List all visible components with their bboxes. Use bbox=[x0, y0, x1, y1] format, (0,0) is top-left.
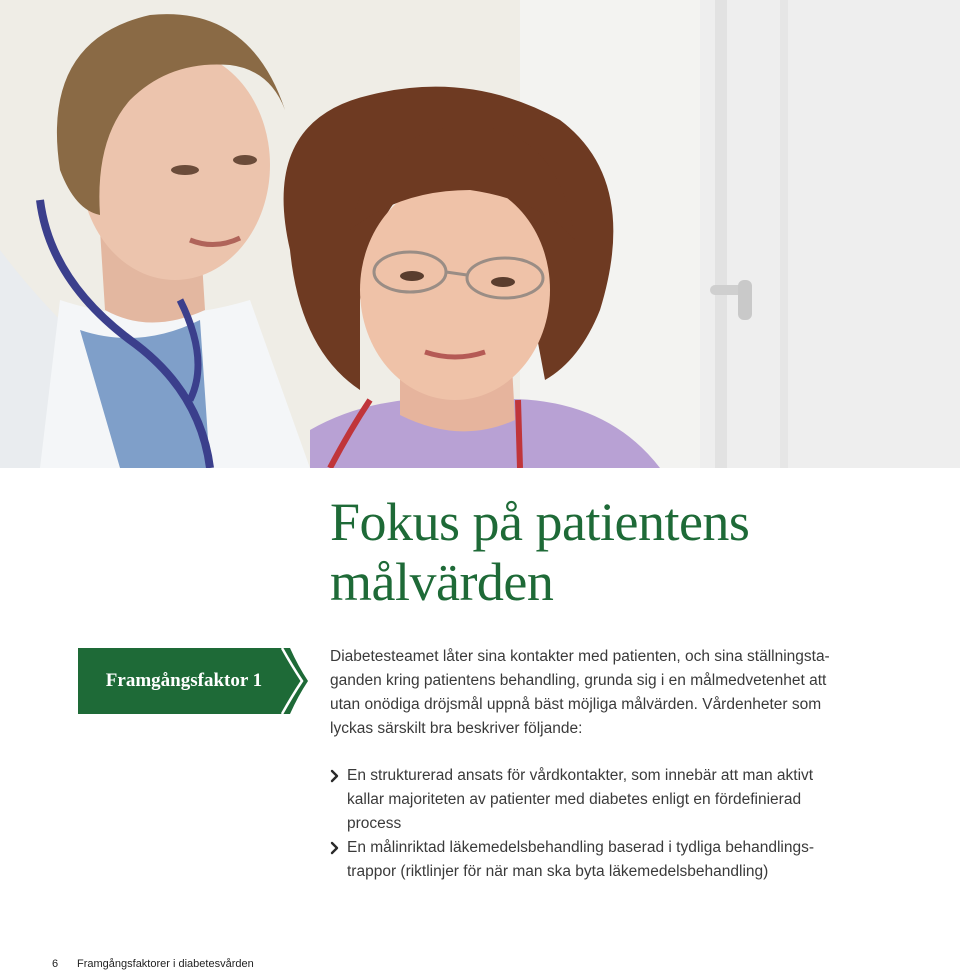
page-number: 6 bbox=[52, 958, 59, 970]
success-factor-banner bbox=[78, 648, 308, 714]
list-item-line: trappor (riktlinjer för när man ska byta läkemedelsbehandling) bbox=[347, 863, 769, 880]
heading-line-1: Fokus på patientens bbox=[330, 492, 750, 552]
list-item-line: En strukturerad ansats för vårdkontakter, som innebär att man aktivt bbox=[347, 767, 814, 784]
factor-list bbox=[330, 764, 890, 884]
banner-label: Framgångsfaktor 1 bbox=[105, 670, 263, 691]
intro-line: Diabetesteamet låter sina kontakter med patienten, och sina ställningsta- bbox=[330, 648, 830, 665]
intro-line: ganden kring patientens behandling, grunda sig i en målmedvetenhet att bbox=[330, 672, 827, 689]
intro-paragraph bbox=[330, 645, 870, 741]
intro-line: lyckas särskilt bra beskriver följande: bbox=[330, 720, 583, 737]
photo-illustration bbox=[0, 0, 960, 468]
chevron-right-icon bbox=[330, 769, 340, 783]
list-item bbox=[330, 836, 890, 884]
list-item-line: En målinriktad läkemedelsbehandling baserad i tydliga behandlings- bbox=[347, 839, 815, 856]
list-item bbox=[330, 764, 890, 836]
page-footer bbox=[0, 955, 400, 972]
footer-title: Framgångsfaktorer i diabetesvården bbox=[77, 958, 254, 970]
chevron-right-icon bbox=[330, 841, 340, 855]
list-item-line: process bbox=[347, 815, 402, 832]
hero-photo bbox=[0, 0, 960, 468]
list-item-line: kallar majoriteten av patienter med diabetes enligt en fördefinierad bbox=[347, 791, 802, 808]
intro-line: utan onödiga dröjsmål uppnå bäst möjliga målvärden. Vårdenheter som bbox=[330, 696, 822, 713]
heading-line-2: målvärden bbox=[330, 552, 554, 612]
page-heading bbox=[330, 492, 930, 612]
